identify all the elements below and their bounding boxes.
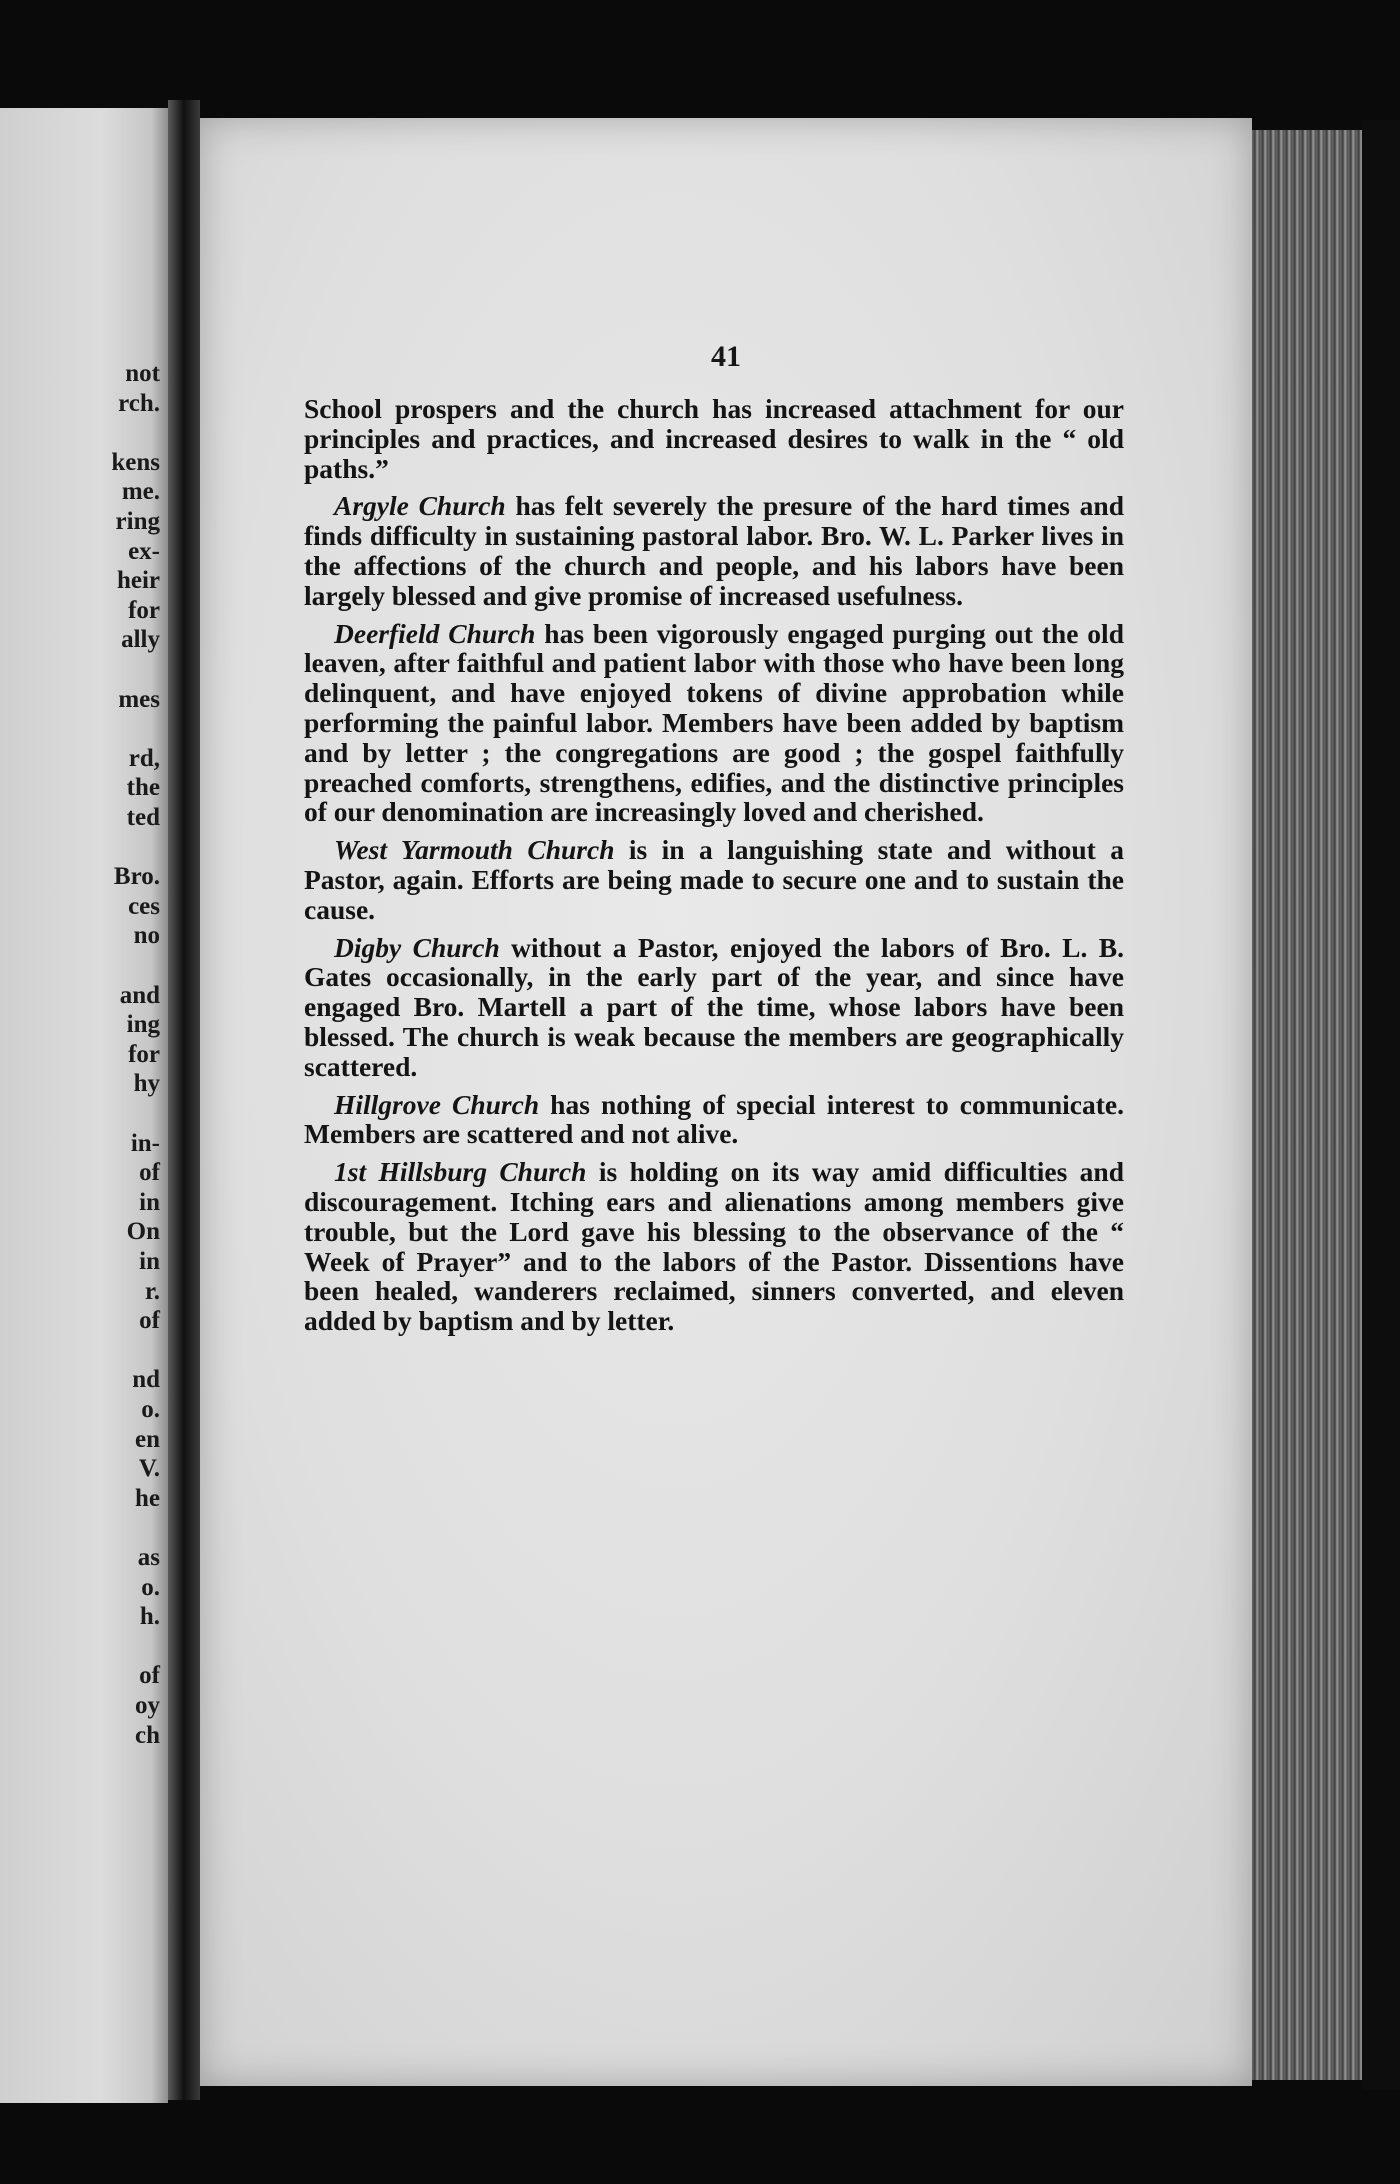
left-page-fragment: ally — [121, 626, 160, 654]
left-page-fragment: for — [128, 1040, 160, 1068]
left-page-fragment: en — [135, 1425, 160, 1453]
paragraph-text: School prospers and the church has increased attachment for our principles and practices, and increased desires to walk in the “ old paths.” — [304, 393, 1124, 484]
left-page-fragment: hy — [133, 1070, 160, 1098]
paragraph-text: is holding on its way amid difficulties and discouragement. Itching ears and alienations among members give trouble, but the Lord gave his blessing to the observance of the “ Week of Prayer” and to the labors of the Pastor. Dissentions have been healed, wanderers reclaimed, sinners converted, and eleven added by baptism and by letter. — [304, 1156, 1125, 1337]
left-page-fragment: ring — [115, 508, 160, 535]
report-text — [304, 394, 1124, 1344]
church-name: West Yarmouth Church — [334, 834, 615, 866]
left-page-fragment: the — [126, 774, 160, 802]
left-page-fragment: On — [126, 1218, 160, 1246]
left-page-fragment: ch — [135, 1721, 160, 1749]
left-page-fragment: not — [125, 360, 160, 387]
left-page-fragment: no — [133, 922, 160, 950]
left-page-fragment: ing — [126, 1011, 160, 1039]
left-page-fragment: rd, — [128, 744, 160, 772]
left-page-fragment: ted — [126, 804, 160, 831]
book-gutter — [168, 100, 200, 2100]
left-page-fragment: r. — [144, 1277, 160, 1305]
left-page-fragment: o. — [141, 1396, 160, 1423]
left-page-fragment: in — [139, 1248, 160, 1275]
background-edge — [1362, 120, 1400, 2090]
church-name: Digby Church — [334, 931, 500, 963]
left-page-fragment: in- — [130, 1129, 160, 1157]
paragraph — [304, 1157, 1124, 1336]
left-page-fragment: ex- — [128, 537, 160, 565]
left-page-fragment: heir — [116, 567, 160, 595]
left-page-fragment: of — [139, 1159, 160, 1187]
page-number: 41 — [711, 340, 741, 373]
left-page-fragment: rch. — [118, 389, 160, 417]
left-page-fragment: me. — [121, 478, 160, 506]
left-page-fragment: mes — [118, 685, 160, 713]
left-page-fragment: ces — [128, 892, 160, 920]
book-page — [200, 118, 1252, 2086]
church-name: Deerfield Church — [334, 617, 536, 649]
left-page-fragment: h. — [139, 1603, 160, 1631]
left-page-fragment: o. — [141, 1573, 160, 1601]
church-name: Hillgrove Church — [334, 1088, 540, 1120]
paragraph-text: has felt severely the presure of the hard times and finds difficulty in sustaining pastoral labor. Bro. W. L. Parker lives in the affections of the church and people, and his labors have been largely blessed and give promise of increased usefulness. — [304, 490, 1124, 611]
bleed-through-text — [300, 1423, 1180, 1627]
church-name: Argyle Church — [334, 490, 506, 522]
left-page-fragment: V. — [138, 1455, 160, 1483]
left-page-fragment: he — [135, 1484, 160, 1512]
left-page-fragment: Bro. — [113, 863, 160, 891]
left-page-fragment: for — [128, 596, 160, 624]
paragraph — [304, 1090, 1124, 1150]
paragraph-text: without a Pastor, enjoyed the labors of Bro. L. B. Gates occasionally, in the early part of the year, and since have engaged Bro. Martell a part of the time, whose labors have been blessed. The church is weak because the members are geographically scattered. — [304, 931, 1125, 1082]
left-facing-page — [0, 108, 168, 2103]
paragraph — [304, 835, 1124, 924]
church-name: 1st Hillsburg Church — [334, 1156, 587, 1188]
paragraph — [304, 619, 1124, 828]
paragraph — [304, 394, 1124, 483]
paragraph-text: has been vigorously engaged purging out the old leaven, after faithful and patient labor with those who have been long delinquent, and have enjoyed tokens of divine approbation while performing the painful labor. Members have been added by baptism and by letter ; the congregations are good ; the gospel faithfully preached comforts, strengthens, edifies, and the distinctive principles of our denomination are increasingly loved and cherished. — [304, 617, 1124, 828]
left-page-fragment: nd — [132, 1366, 160, 1394]
paragraph-text: is in a languishing state and without a Pastor, again. Efforts are being made to secure one and to sustain the cause. — [304, 834, 1124, 925]
left-page-fragment: of — [139, 1662, 160, 1690]
left-page-fragment: in — [139, 1188, 160, 1216]
left-page-fragment: as — [137, 1544, 160, 1571]
paragraph-text: has nothing of special interest to communicate. Members are scattered and not alive. — [304, 1088, 1124, 1150]
paragraph — [304, 491, 1124, 610]
left-page-fragment: oy — [135, 1692, 160, 1719]
left-page-fragment: of — [139, 1307, 160, 1335]
left-page-fragment: kens — [111, 448, 160, 476]
paragraph — [304, 933, 1124, 1082]
page-edges — [1252, 130, 1362, 2080]
left-page-fragment: and — [119, 981, 160, 1009]
